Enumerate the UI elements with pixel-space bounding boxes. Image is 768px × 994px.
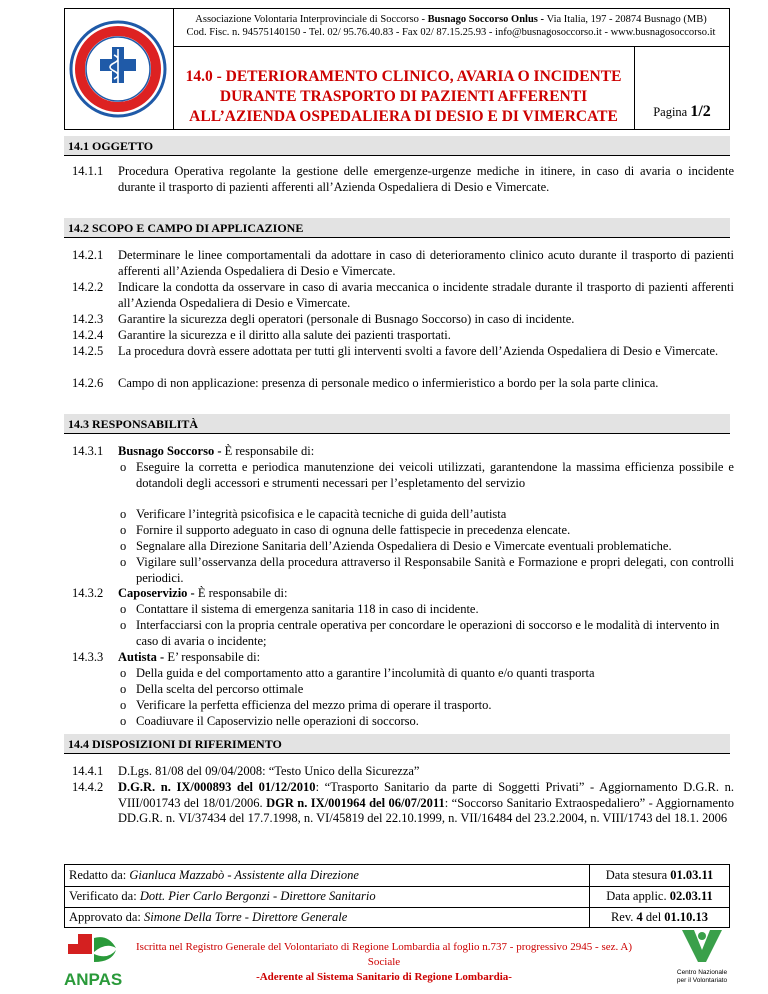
reference-text-1: : “Trasporto Sanitario da parte di Soggetti Privati” - Aggiornamento D.G.R. n. VIII/001743 del 18/01/2006. xyxy=(118,780,734,810)
item-number: 14.2.5 xyxy=(72,344,104,358)
title-line-2: DURANTE TRASPORTO DI PAZIENTI AFFERENTI xyxy=(219,88,588,105)
reference-bold-1: D.G.R. n. IX/000893 del 01/12/2010 xyxy=(118,780,316,794)
item-text: La procedura dovrà essere adottata per tutti gli interventi svolti a favore dell’Azienda Ospedaliera di Desio e Vimercate. xyxy=(118,344,719,358)
row-label: Verificato da: xyxy=(69,889,140,903)
document-header xyxy=(64,8,730,130)
bullet-text: Della scelta del percorso ottimale xyxy=(136,682,304,696)
approval-table xyxy=(64,864,730,928)
date-value: 01.03.11 xyxy=(670,868,714,882)
item-text: È responsabile di: xyxy=(197,586,288,600)
association-name: Busnago Soccorso Onlus - xyxy=(427,14,547,25)
rev-label: Rev. xyxy=(610,910,637,924)
bullet-text: Segnalare alla Direzione Sanitaria dell’Azienda Ospedaliera di Desio e Vimercate eventuali problematiche. xyxy=(136,539,672,553)
bullet-text: Della guida e del comportamento atto a garantire l’incolumità di quanto e/o quanti trasporta xyxy=(136,666,595,680)
section-heading-oggetto: 14.1 OGGETTO xyxy=(64,136,730,156)
rev-date-label: del xyxy=(642,910,665,924)
item-heading: Caposervizio - xyxy=(118,586,198,600)
item-heading: Autista - xyxy=(118,650,168,664)
title-line-1: 14.0 - DETERIORAMENTO CLINICO, AVARIA O INCIDENTE xyxy=(185,68,622,85)
registry-line: Iscritta nel Registro Generale del Volontariato di Regione Lombardia al foglio n.737 - progressivo 2945 - sez. A) Sociale xyxy=(136,941,632,968)
bullet-icon: o xyxy=(120,682,127,696)
bullet-text: Vigilare sull’osservanza della procedura attraverso il Responsabile Sanità e Formazione e propri delegati, con controlli periodici. xyxy=(136,555,734,585)
date-label: Data applic. xyxy=(606,889,670,903)
row-value: Simone Della Torre - Direttore Generale xyxy=(143,910,348,924)
bullet-icon: o xyxy=(120,539,127,553)
document-title xyxy=(173,47,635,129)
bullet-icon: o xyxy=(120,666,127,680)
item-heading: Busnago Soccorso - xyxy=(118,444,225,458)
page-value: 1/2 xyxy=(690,103,711,120)
item-number: 14.3.3 xyxy=(72,650,104,664)
bullet-text: Interfacciarsi con la propria centrale operativa per concordare le operazioni di soccorso e le modalità di intervento in caso di avaria o incidente; xyxy=(136,618,720,648)
anpas-logo xyxy=(64,930,128,989)
bullet-icon: o xyxy=(120,602,127,616)
item-number: 14.2.4 xyxy=(72,328,104,342)
row-value: Dott. Pier Carlo Bergonzi - Direttore Sanitario xyxy=(139,889,376,903)
item-number: 14.1.1 xyxy=(72,164,104,178)
item-text: Garantire la sicurezza e il diritto alla salute dei pazienti trasportati. xyxy=(118,328,451,342)
bullet-icon: o xyxy=(120,507,127,521)
section-heading-scopo: 14.2 SCOPO E CAMPO DI APPLICAZIONE xyxy=(64,218,730,238)
row-value: Gianluca Mazzabò - Assistente alla Direzione xyxy=(129,868,359,882)
item-number: 14.2.2 xyxy=(72,280,104,294)
list-item xyxy=(72,650,734,666)
page-label: Pagina xyxy=(653,105,688,119)
rev-date-value: 01.10.13 xyxy=(664,910,709,924)
association-info xyxy=(173,9,729,47)
item-number: 14.2.6 xyxy=(72,376,104,390)
bullet-text: Verificare l’integrità psicofisica e le capacità tecniche di guida dell’autista xyxy=(136,507,507,521)
anpas-label: ANPAS xyxy=(64,970,123,989)
association-contacts: Cod. Fisc. n. 94575140150 - Tel. 02/ 95.76.40.83 - Fax 02/ 87.15.25.93 - info@busnagosoccorso.it - www.busnagosoccorso.it xyxy=(186,27,716,38)
list-item xyxy=(72,164,734,198)
table-row xyxy=(65,907,729,928)
rev-value: 4 xyxy=(636,910,643,924)
item-text: È responsabile di: xyxy=(224,444,315,458)
csv-v-icon xyxy=(680,928,724,964)
item-text: Determinare le linee comportamentali da adottare in caso di deterioramento clinico acuto durante il trasporto di pazienti afferenti all’Azienda Ospedaliera di Desio e Vimercate. xyxy=(118,248,734,278)
busnago-soccorso-logo xyxy=(68,19,168,119)
item-text: E’ responsabile di: xyxy=(167,650,261,664)
item-number: 14.3.1 xyxy=(72,444,104,458)
bullet-icon: o xyxy=(120,460,127,474)
section-heading-responsabilita: 14.3 RESPONSABILITÀ xyxy=(64,414,730,434)
csv-label-1: Centro Nazionale xyxy=(676,969,728,976)
page-number xyxy=(635,47,729,129)
item-text: Procedura Operativa regolante la gestione delle emergenze-urgenze mediche in itinere, in caso di avaria o incidente durante il trasporto di pazienti afferenti all’Azienda Ospedaliera di Desio e Vimercate. xyxy=(118,164,734,194)
row-label: Redatto da: xyxy=(69,868,130,882)
bullet-icon: o xyxy=(120,618,127,632)
item-number: 14.4.1 xyxy=(72,764,104,778)
item-text: Campo di non applicazione: presenza di personale medico o infermieristico a bordo per la sola parte clinica. xyxy=(118,376,659,390)
bullet-icon: o xyxy=(120,523,127,537)
item-number: 14.2.3 xyxy=(72,312,104,326)
item-number: 14.2.1 xyxy=(72,248,104,262)
item-text: D.Lgs. 81/08 del 09/04/2008: “Testo Unico della Sicurezza” xyxy=(118,764,420,778)
health-system-line: -Aderente al Sistema Sanitario di Regione Lombardia- xyxy=(256,971,512,983)
date-label: Data stesura xyxy=(605,868,671,882)
bullet-icon: o xyxy=(120,555,127,569)
reference-bold-2: DGR n. IX/001964 del 06/07/2011 xyxy=(266,795,445,810)
registry-footer xyxy=(130,940,638,985)
logo-cell xyxy=(65,9,174,129)
csv-label-2: per il Volontariato xyxy=(676,977,728,984)
section-heading-disposizioni: 14.4 DISPOSIZIONI DI RIFERIMENTO xyxy=(64,734,730,754)
item-text: Garantire la sicurezza degli operatori (personale di Busnago Soccorso) in caso di incidente. xyxy=(118,312,575,326)
title-line-3: ALL’AZIENDA OSPEDALIERA DI DESIO E DI VIMERCATE xyxy=(189,108,618,125)
list-item xyxy=(72,444,734,460)
row-label: Approvato da: xyxy=(69,910,144,924)
bullet-icon: o xyxy=(120,714,127,728)
anpas-cross-icon xyxy=(64,930,128,966)
bullet-text: Verificare la perfetta efficienza del mezzo prima di operare il trasporto. xyxy=(136,698,492,712)
item-text: Indicare la condotta da osservare in caso di avaria meccanica o incidente stradale durante il trasporto di pazienti afferenti all’Azienda Ospedaliera di Desio e Vimercate. xyxy=(118,280,734,310)
table-row xyxy=(65,886,729,908)
bullet-text: Eseguire la corretta e periodica manutenzione dei veicoli utilizzati, garantendone la massima efficienza possibile e dotandoli degli accessori e strumenti necessari per l’espletamento del servizio xyxy=(136,460,734,490)
association-line1-pre: Associazione Volontaria Interprovinciale di Soccorso - xyxy=(195,14,428,25)
reference-text-2: : “Soccorso Sanitario Extraospedaliero” - Aggiornamento DD.G.R. n. VI/37434 del 17.7.1998, n. VI/45819 del 22.10.1999, n. VII/16484 del 23.2.2004, n. VIII/1743 del 18.1. 2006 xyxy=(118,795,734,825)
bullet-text: Coadiuvare il Caposervizio nelle operazioni di soccorso. xyxy=(136,714,419,728)
bullet-text: Contattare il sistema di emergenza sanitaria 118 in caso di incidente. xyxy=(136,602,479,616)
item-number: 14.3.2 xyxy=(72,586,104,600)
association-address: Via Italia, 197 - 20874 Busnago (MB) xyxy=(546,14,707,25)
bullet-text: Fornire il supporto adeguato in caso di ognuna delle fattispecie in precedenza elencate. xyxy=(136,523,571,537)
list-item xyxy=(72,586,734,602)
item-number: 14.4.2 xyxy=(72,780,104,794)
csv-logo xyxy=(672,928,732,990)
table-row xyxy=(65,865,729,887)
date-value: 02.03.11 xyxy=(669,889,713,903)
bullet-icon: o xyxy=(120,698,127,712)
